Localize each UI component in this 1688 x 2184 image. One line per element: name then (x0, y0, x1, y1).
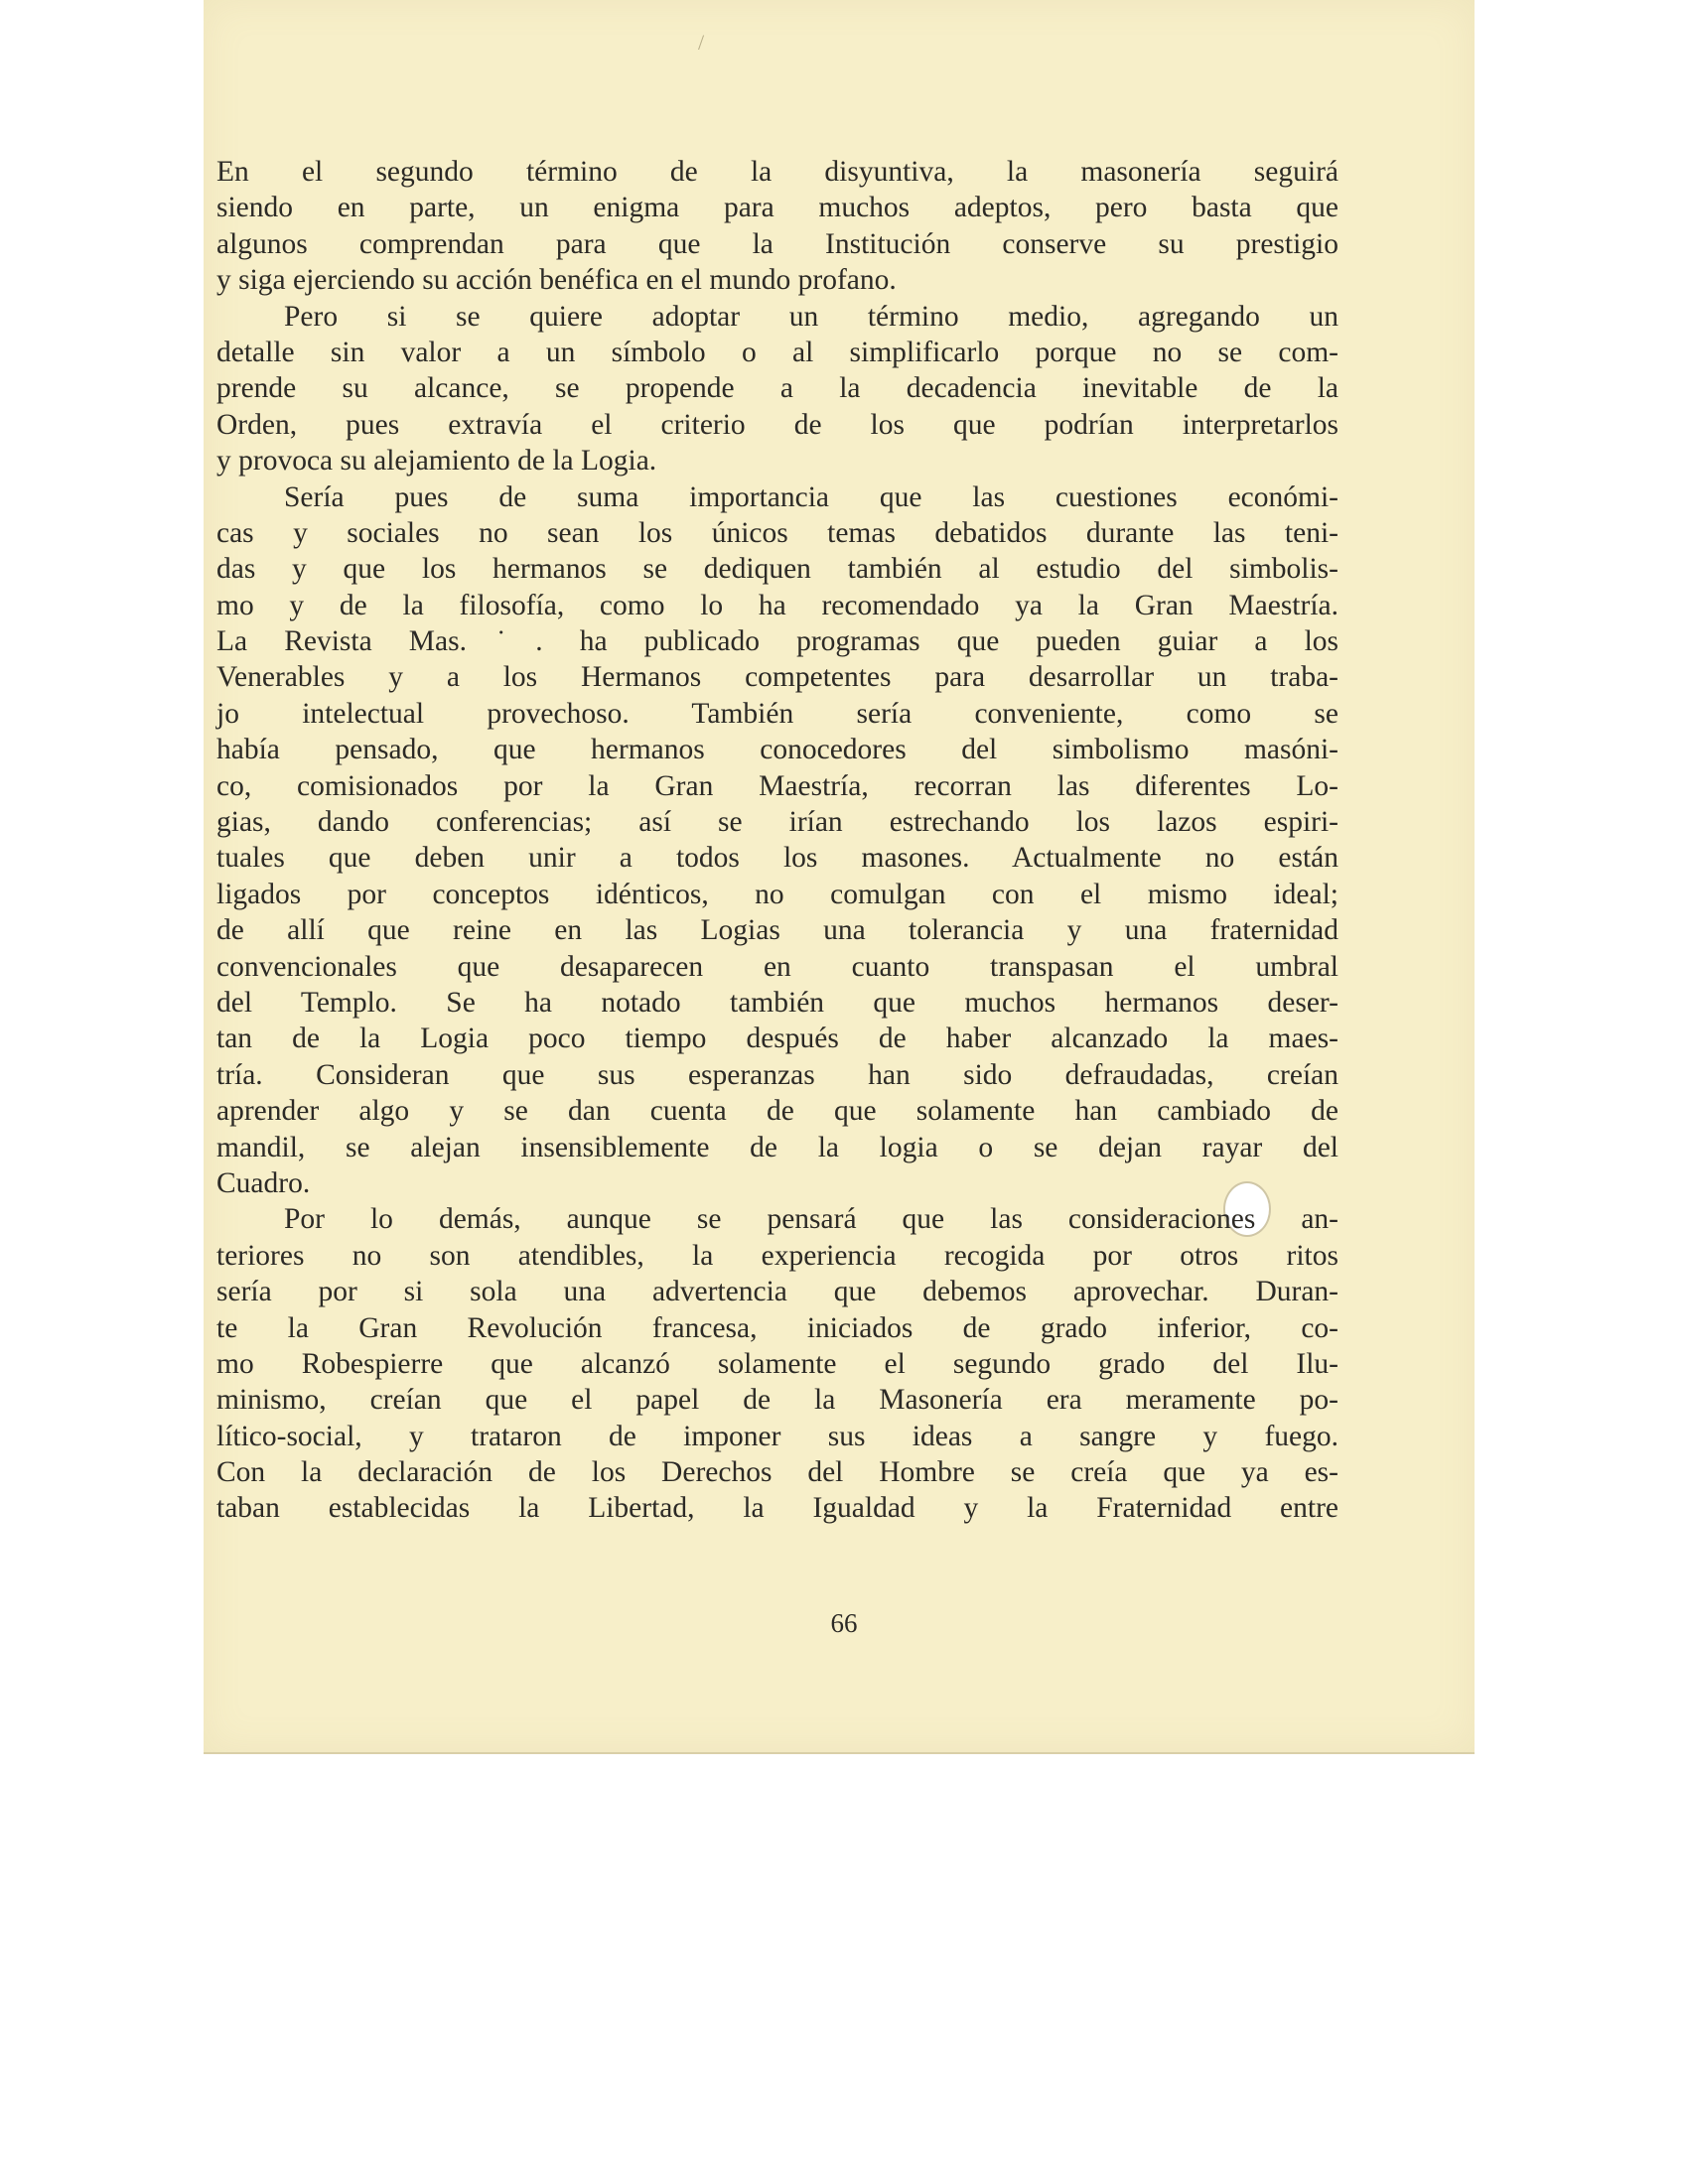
text-line: del Templo. Se ha notado también que muchos hermanos deser- (216, 986, 1338, 1019)
text-line: algunos comprendan para que la Institución conserve su prestigio (216, 227, 1338, 260)
text-line: co, comisionados por la Gran Maestría, recorran las diferentes Lo- (216, 769, 1338, 802)
text-line: cas y sociales no sean los únicos temas debatidos durante las teni- (216, 516, 1338, 549)
text-line: Sería pues de suma importancia que las cuestiones económi- (284, 480, 1338, 513)
text-line: Por lo demás, aunque se pensará que las consideraciones an- (284, 1203, 1338, 1236)
body-text (216, 154, 1338, 1527)
text-line: convencionales que desaparecen en cuanto transpasan el umbral (216, 950, 1338, 983)
paragraph (216, 154, 1338, 299)
text-line: minismo, creían que el papel de la Masonería era meramente po- (216, 1384, 1338, 1417)
text-line: te la Gran Revolución francesa, iniciados de grado inferior, co- (216, 1311, 1338, 1344)
text-line: tan de la Logia poco tiempo después de haber alcanzado la maes- (216, 1023, 1338, 1055)
text-line: Orden, pues extravía el criterio de los que podrían interpretarlos (216, 408, 1338, 441)
text-line: aprender algo y se dan cuenta de que solamente han cambiado de (216, 1095, 1338, 1128)
page-number: 66 (830, 1608, 858, 1638)
text-line: siendo en parte, un enigma para muchos adeptos, pero basta que (216, 192, 1338, 224)
text-line: jo intelectual provechoso. También sería conveniente, como se (216, 697, 1338, 730)
text-line: de allí que reine en las Logias una tolerancia y una fraternidad (216, 914, 1338, 947)
text-line: La Revista Mas.˙. ha publicado programas que pueden guiar a los (216, 625, 1338, 658)
text-line: había pensado, que hermanos conocedores del simbolismo masóni- (216, 734, 1338, 766)
text-line: Pero si se quiere adoptar un término medio, agregando un (284, 300, 1338, 333)
text-line: Venerables y a los Hermanos competentes para desarrollar un traba- (216, 661, 1338, 694)
text-line: tría. Consideran que sus esperanzas han sido defraudadas, creían (216, 1058, 1338, 1091)
text-line: detalle sin valor a un símbolo o al simplificarlo porque no se com- (216, 336, 1338, 368)
text-line: y provoca su alejamiento de la Logia. (216, 445, 657, 478)
text-line: mo y de la filosofía, como lo ha recomendado ya la Gran Maestría. (216, 589, 1338, 621)
text-line: tuales que deben unir a todos los masones. Actualmente no están (216, 842, 1338, 875)
paragraph (216, 1201, 1338, 1527)
text-line: Con la declaración de los Derechos del Hombre se creía que ya es- (216, 1456, 1338, 1489)
text-line: teriores no son atendibles, la experiencia recogida por otros ritos (216, 1239, 1338, 1272)
text-line: mandil, se alejan insensiblemente de la logia o se dejan rayar del (216, 1131, 1338, 1163)
paragraph (216, 299, 1338, 479)
text-line: das y que los hermanos se dediquen también al estudio del simbolis- (216, 553, 1338, 586)
text-line: mo Robespierre que alcanzó solamente el segundo grado del Ilu- (216, 1347, 1338, 1380)
text-line: Cuadro. (216, 1166, 311, 1199)
text-line: prende su alcance, se propende a la decadencia inevitable de la (216, 372, 1338, 405)
text-line: y siga ejerciendo su acción benéfica en el mundo profano. (216, 264, 897, 297)
text-line: gias, dando conferencias; así se irían estrechando los lazos espiri- (216, 806, 1338, 839)
text-line: taban establecidas la Libertad, la Igualdad y la Fraternidad entre (216, 1492, 1338, 1525)
text-line: lítico-social, y trataron de imponer sus ideas a sangre y fuego. (216, 1420, 1338, 1452)
paragraph (216, 479, 1338, 1202)
text-line: En el segundo término de la disyuntiva, la masonería seguirá (216, 156, 1338, 188)
text-line: sería por si sola una advertencia que debemos aprovechar. Duran- (216, 1276, 1338, 1308)
text-line: ligados por conceptos idénticos, no comulgan con el mismo ideal; (216, 878, 1338, 910)
pencil-mark: / (698, 30, 705, 55)
